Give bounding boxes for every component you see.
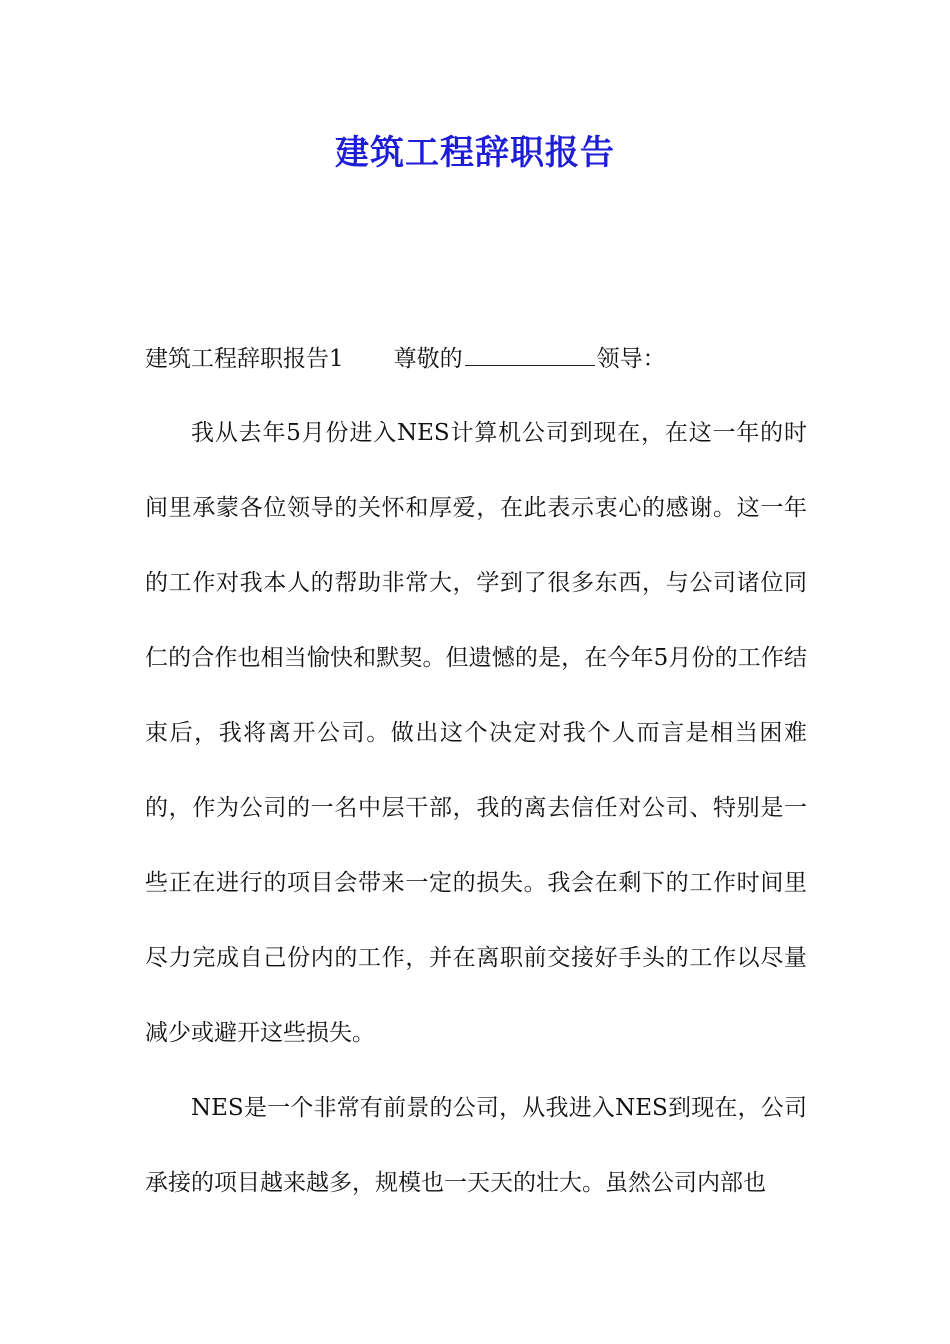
paragraph-1: 我从去年5月份进入NES计算机公司到现在，在这一年的时间里承蒙各位领导的关怀和厚爱，在此表示衷心的感谢。这一年的工作对我本人的帮助非常大，学到了很多东西，与公司诸位同仁的合作也相当愉快和默契。但遗憾的是，在今年5月份的工作结束后，我将离开公司。做出这个决定对我个人而言是相当困难的，作为公司的一名中层干部，我的离去信任对公司、特别是一些正在进行的项目会带来一定的损失。我会在剩下的工作时间里尽力完成自己份内的工作，并在离职前交接好手头的工作以尽量减少或避开这些损失。	[145, 420, 807, 1046]
document-body	[145, 336, 807, 1221]
paragraph-2: NES是一个非常有前景的公司，从我进入NES到现在，公司承接的项目越来越多，规模也一天天的壮大。虽然公司内部也	[145, 1095, 807, 1196]
salutation-line	[145, 336, 807, 382]
document-title: 建筑工程辞职报告	[335, 133, 615, 173]
salutation-prefix: 尊敬的	[393, 346, 463, 372]
salutation-suffix: 领导：	[596, 346, 666, 372]
report-number: 建筑工程辞职报告1	[145, 346, 344, 372]
salutation-blank	[465, 345, 595, 366]
